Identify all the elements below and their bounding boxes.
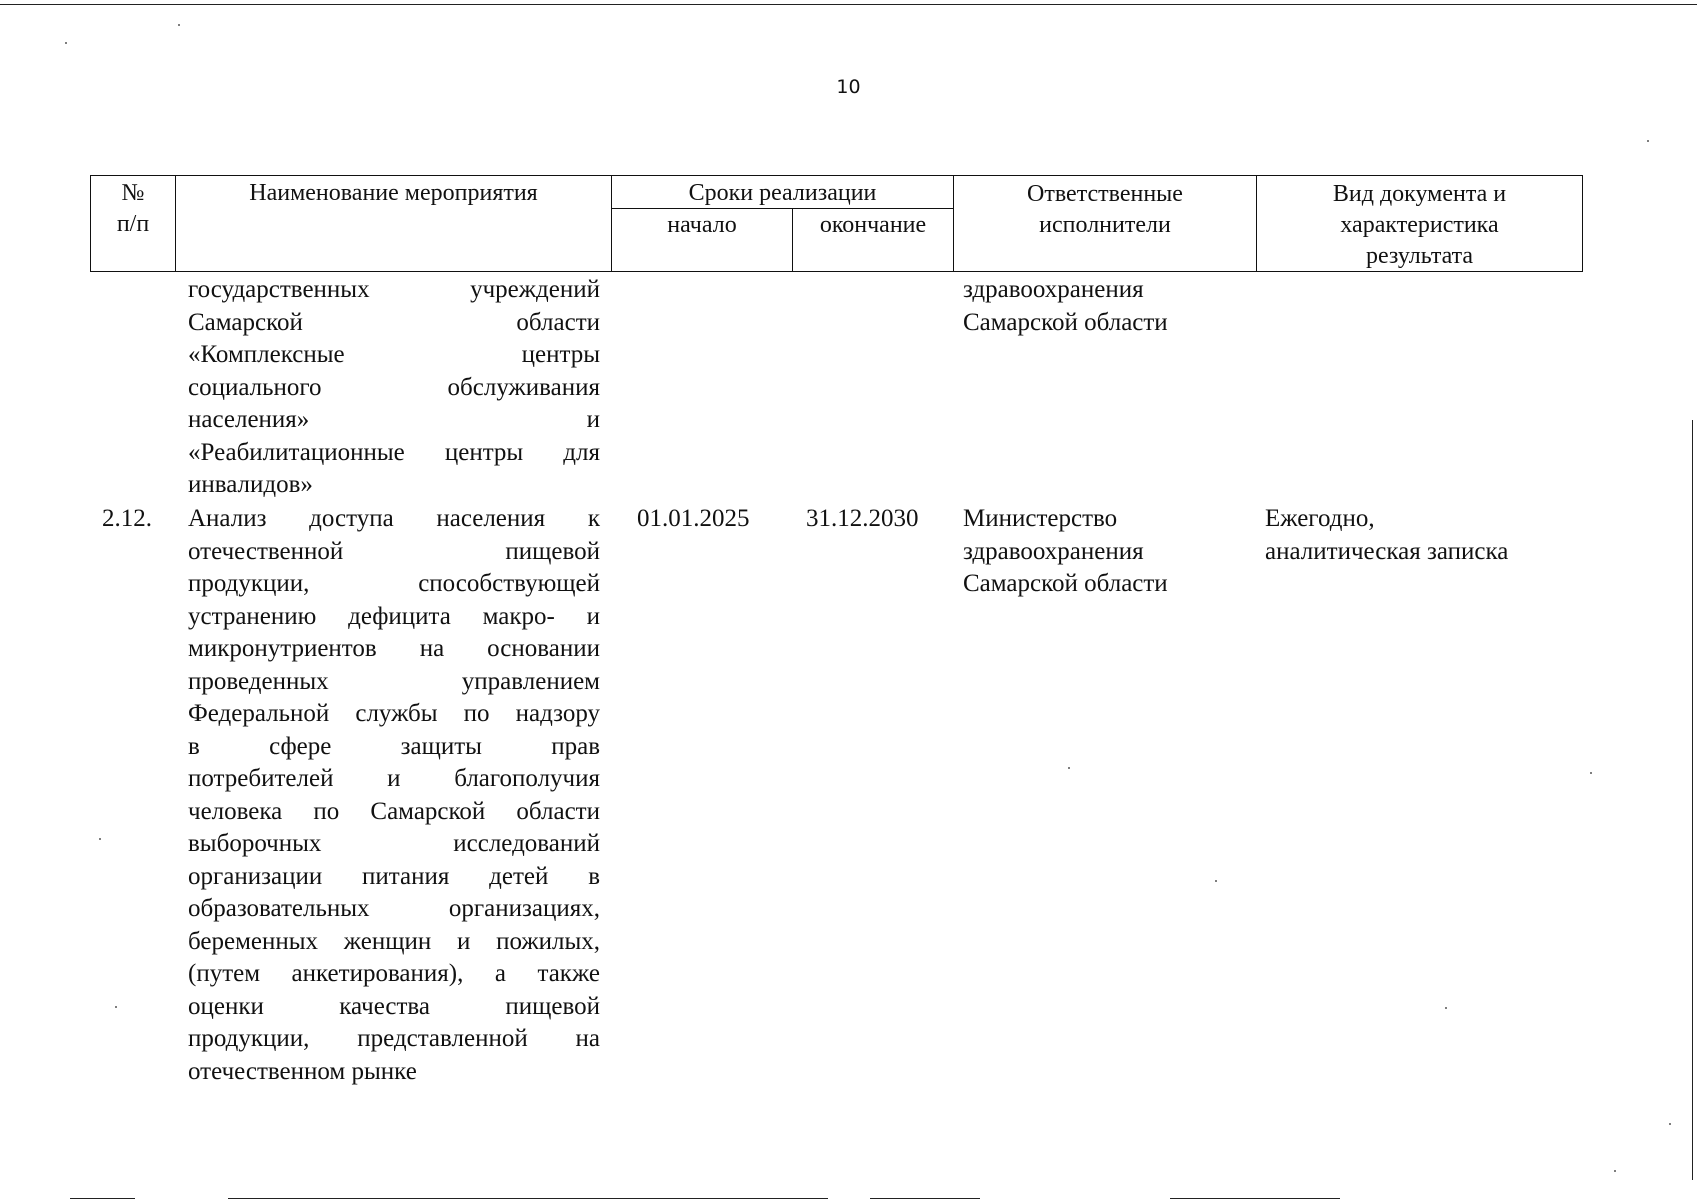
row-event-name — [188, 503, 600, 1088]
scan-speck — [115, 1006, 117, 1008]
continued-row-name — [188, 274, 600, 502]
text-line: аналитическая записка — [1265, 537, 1509, 565]
text-line: организации питания детей в — [188, 862, 600, 890]
text-line: Самарской области — [963, 570, 1168, 597]
page-number: 10 — [836, 76, 861, 98]
row-end-date: 31.12.2030 — [806, 505, 919, 532]
text-line: продукции, представленной на — [188, 1025, 600, 1052]
text-line: человека по Самарской области — [188, 797, 600, 825]
text-line: Анализ доступа населения к — [188, 505, 600, 532]
scan-speck — [65, 42, 67, 44]
text-line: выборочных исследований — [188, 830, 600, 857]
text-line: здравоохранения — [963, 276, 1144, 303]
text-line: государственных учреждений — [188, 276, 600, 303]
scan-border-bottom-4 — [70, 1198, 135, 1199]
text-line: беременных женщин и пожилых, — [188, 927, 600, 955]
header-document-line: результата — [1365, 243, 1474, 269]
scan-border-bottom-1 — [228, 1198, 828, 1199]
header-number-sign: № — [121, 180, 145, 206]
text-line: (путем анкетирования), а также — [188, 960, 600, 987]
text-line: образовательных организациях, — [188, 895, 600, 922]
header-number — [91, 176, 176, 271]
header-document-line: характеристика — [1340, 212, 1499, 238]
text-line: «Реабилитационные центры для — [188, 438, 600, 466]
header-start: начало — [612, 209, 793, 271]
text-line: оценки качества пищевой — [188, 992, 600, 1020]
scan-border-right — [1692, 420, 1693, 1180]
text-line: Ежегодно, — [1265, 505, 1375, 532]
row-document — [1265, 503, 1585, 568]
scan-border-top — [0, 4, 1697, 5]
header-responsible-line: исполнители — [1039, 212, 1171, 238]
row-responsible — [963, 503, 1263, 601]
row-start-date: 01.01.2025 — [637, 505, 750, 532]
header-dates-title: Сроки реализации — [612, 176, 953, 209]
text-line: микронутриентов на основании — [188, 635, 600, 662]
text-line: продукции, способствующей — [188, 570, 600, 597]
scan-speck — [99, 838, 101, 840]
text-line: потребителей и благополучия — [188, 765, 600, 792]
text-line: населения» и — [188, 406, 600, 433]
row-number: 2.12. — [102, 505, 152, 532]
scan-border-bottom-2 — [870, 1198, 980, 1199]
text-line: здравоохранения — [963, 537, 1144, 565]
header-number-abbr: п/п — [116, 211, 150, 237]
header-document-line: Вид документа и — [1332, 181, 1507, 207]
header-event-name: Наименование мероприятия — [176, 176, 612, 271]
text-line: Самарской области — [963, 308, 1168, 336]
scan-speck — [1669, 1123, 1671, 1125]
header-dates — [612, 176, 954, 271]
scan-speck — [1647, 140, 1649, 142]
header-document — [1257, 176, 1582, 271]
text-line: Министерство — [963, 505, 1118, 532]
scan-speck — [1215, 880, 1217, 882]
scan-border-bottom-3 — [1170, 1198, 1340, 1199]
text-line: в сфере защиты прав — [188, 732, 600, 760]
text-line: отечественном рынке — [188, 1057, 417, 1085]
text-line: Федеральной службы по надзору — [188, 700, 600, 727]
header-responsible — [954, 176, 1257, 271]
scan-speck — [1445, 1007, 1447, 1009]
text-line: инвалидов» — [188, 471, 313, 498]
scan-speck — [1614, 1170, 1616, 1172]
text-line: социального обслуживания — [188, 373, 600, 401]
header-responsible-line: Ответственные — [1027, 181, 1183, 207]
table-header — [90, 175, 1583, 272]
text-line: отечественной пищевой — [188, 537, 600, 565]
header-end: окончание — [819, 212, 927, 238]
continued-row-responsible — [963, 274, 1263, 339]
scan-speck — [1068, 767, 1070, 769]
text-line: «Комплексные центры — [188, 341, 600, 368]
scan-speck — [178, 24, 180, 26]
text-line: проведенных управлением — [188, 667, 600, 695]
text-line: Самарской области — [188, 308, 600, 336]
scan-speck — [1590, 772, 1592, 774]
text-line: устранению дефицита макро- и — [188, 602, 600, 630]
